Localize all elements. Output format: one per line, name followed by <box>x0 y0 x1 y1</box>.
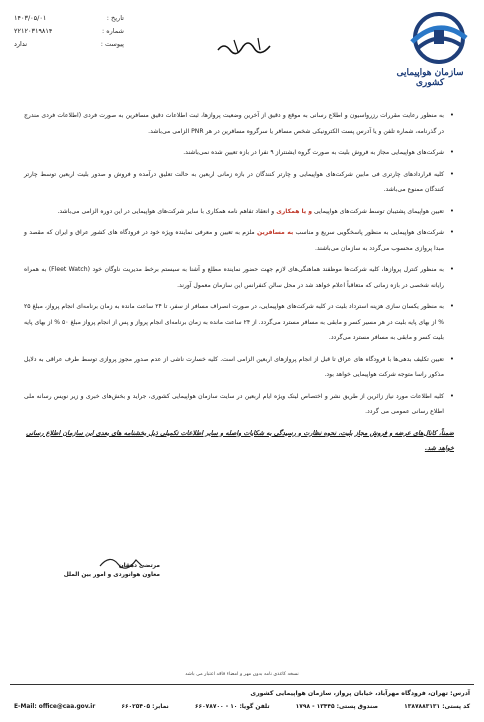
signatory-name: مرتضی دهقان <box>118 563 160 569</box>
list-item <box>24 108 454 139</box>
item-text: کلیه اطلاعات مورد نیاز زائرین از طریق نشر و اختصاص لینک ویژه ایام اربعین در سایت سازمان هواپیمایی کشوری، جراید و بخش‌های خبری و زیر نویس رسانه ملی اطلاع رسانی عمومی می گردد. <box>24 392 444 415</box>
letter-body <box>24 108 454 456</box>
highlighted-text: و یا همکاری <box>276 207 313 215</box>
meta-label: پیوست : <box>100 40 124 48</box>
footer-divider <box>10 684 474 685</box>
meta-label: شماره : <box>102 27 124 35</box>
bullet-icon: • <box>449 391 454 400</box>
bullet-icon: • <box>449 169 454 178</box>
list-item <box>24 145 454 161</box>
item-text: شرکت‌های هواپیمایی مجاز به فروش بلیت به صورت گروه ایشنتراز ۹ نفرا در بازه تعیین شده نمی‌باشند. <box>183 149 444 156</box>
meta-attachment <box>14 38 124 51</box>
item-text: ملزم به تعیین و معرفی نماینده ویژه خود در فرودگاه های کشور عراق و ایران که مقصد و مبدا پروازی محسوب می‌گردد به سازمان می‌باشند. <box>24 229 444 252</box>
po-box: صندوق پستی: ۱۳۴۴۵ - ۱۷۹۸ <box>295 704 379 710</box>
item-text: به منظور رعایت مقررات رزرواسیون و اطلاع رسانی به موقع و دقیق از آخرین وضعیت پروازها، ثبت اطلاعات دقیق مسافرین به صورت فردی (اطلاعات فردی مندرج در گذرنامه، شماره تلفن و یا آدرس پست الکترونیکی شخص مسافر یا سرگروه مسافرین در هر PNR الزامی می‌باشد. <box>24 112 444 135</box>
bullet-icon: • <box>449 354 454 363</box>
closing-note: ضمناً، کانال‌های عرضه و فروش مجاز بلیت، نحوه نظارت و رسیدگی به شکایات واصله و سایر اطلاعات تکمیلی ذیل بخشنامه های بعدی این سازمان اطلاع رسانی خواهد شد. <box>26 428 454 452</box>
item-text: به منظور کنترل پروازها، کلیه شرکت‌ها موظفند هماهنگی‌های لازم جهت حضور نماینده مطلع و آشنا به سیستم برخط مدیریت ناوگان خود (Fleet Watch) به همراه رایانه شخصی در بازه زمانی که متعاقباً اعلام خواهد شد در محل سالن کنفرانس این سازمان معمول آورند. <box>24 266 445 289</box>
item-text: تعیین تکلیف بدهی‌ها با فرودگاه های عراق تا قبل از انجام پروازهای اربعین الزامی است. کلیه خسارت ناشی از عدم صدور مجوز پروازی توسط طرف عراقی به دلایل مذکور راسا متوجه شرکت هواپیمایی خواهد بود. <box>24 355 444 378</box>
list-item <box>24 389 454 420</box>
meta-value: ۲۲۱۲۰۳۱۹۸۱۴ <box>14 27 53 35</box>
bullet-icon: • <box>449 302 454 310</box>
list-item <box>24 204 454 220</box>
bullet-icon: • <box>449 206 454 215</box>
letter-meta <box>14 12 124 51</box>
bullet-icon: • <box>449 111 454 119</box>
address: آدرس: تهران، فرودگاه مهرآباد، خیابان پرواز، سازمان هواپیمایی کشوری <box>250 690 470 697</box>
meta-value: ندارد <box>14 40 28 48</box>
postal-code: کد پستی: ۱۳۸۷۸۸۳۱۳۱ <box>404 704 470 710</box>
letter-footer <box>0 670 484 722</box>
list-item <box>24 167 454 198</box>
fax: نمابر: ۶۶۰۲۵۴۰۵ <box>121 704 169 710</box>
signature-block <box>40 562 160 580</box>
meta-number <box>14 25 124 38</box>
signatory-title: معاون هوانوردی و امور بین الملل <box>63 572 160 578</box>
meta-date <box>14 12 124 25</box>
bismillah-calligraphy <box>214 34 274 58</box>
phone: تلفن گویا: ۱۰ - ۶۶۰۷۸۷۰۰ <box>194 704 270 710</box>
item-text: کلیه قراردادهای چارتری فی مابین شرکت‌های هواپیمایی و چارتر کنندگان در بازه زمانی اربعین به حالت تعلیق درآمده و فروش و صدور بلیت اربعین توسط چارتر کنندگان ممنوع می‌باشد. <box>24 170 444 193</box>
item-text: و انعقاد تفاهم نامه همکاری با سایر شرکت‌های هواپیمایی در این دوره الزامی می‌باشد. <box>57 207 277 215</box>
bullet-icon: • <box>449 265 454 273</box>
contact-row <box>14 704 470 710</box>
highlighted-text: به مسافرین <box>256 229 294 236</box>
meta-value: ۱۴۰۳/۰۵/۰۱ <box>14 14 47 22</box>
meta-label: تاریخ : <box>106 14 124 22</box>
list-item <box>24 352 454 383</box>
item-text: شرکت‌های هواپیمایی به منظور پاسخگویی سریع و مناسب <box>293 229 444 236</box>
list-item <box>24 262 454 293</box>
list-item <box>24 225 454 256</box>
bullet-icon: • <box>449 228 454 236</box>
item-text: تعیین هواپیمای پشتیبان توسط شرکت‌های هواپیمایی <box>312 207 444 215</box>
bullet-icon: • <box>449 148 454 156</box>
item-text: به منظور یکسان سازی هزینه استرداد بلیت در کلیه شرکت‌های هواپیمایی، در صورت انصراف مسافر از سفر، تا ۲۴ ساعت مانده به زمان برنامه‌ای انجام پرواز، مبلغ ۲۵ % از بهای پایه بلیت در هر مسیر کسر و مابقی به مسافر مسترد می‌گردد. از ۲۴ ساعت مانده به زمان برنامه‌ای انجام پرواز و پس از انجام پرواز مبلغ ۵۰ % از بهای پایه بلیت کسر و مابقی به مسافر مسترد می‌گردد. <box>24 303 444 341</box>
email-link[interactable]: E-Mail: office@caa.gov.ir <box>14 704 96 710</box>
list-item <box>24 299 454 346</box>
organization-name: سازمان هواپیمایی کشوری <box>396 68 464 88</box>
letterhead <box>0 0 484 100</box>
validity-note: نسخه کاغذی نامه بدون مهر و امضاء فاقد اعتبار می باشد <box>185 672 299 677</box>
